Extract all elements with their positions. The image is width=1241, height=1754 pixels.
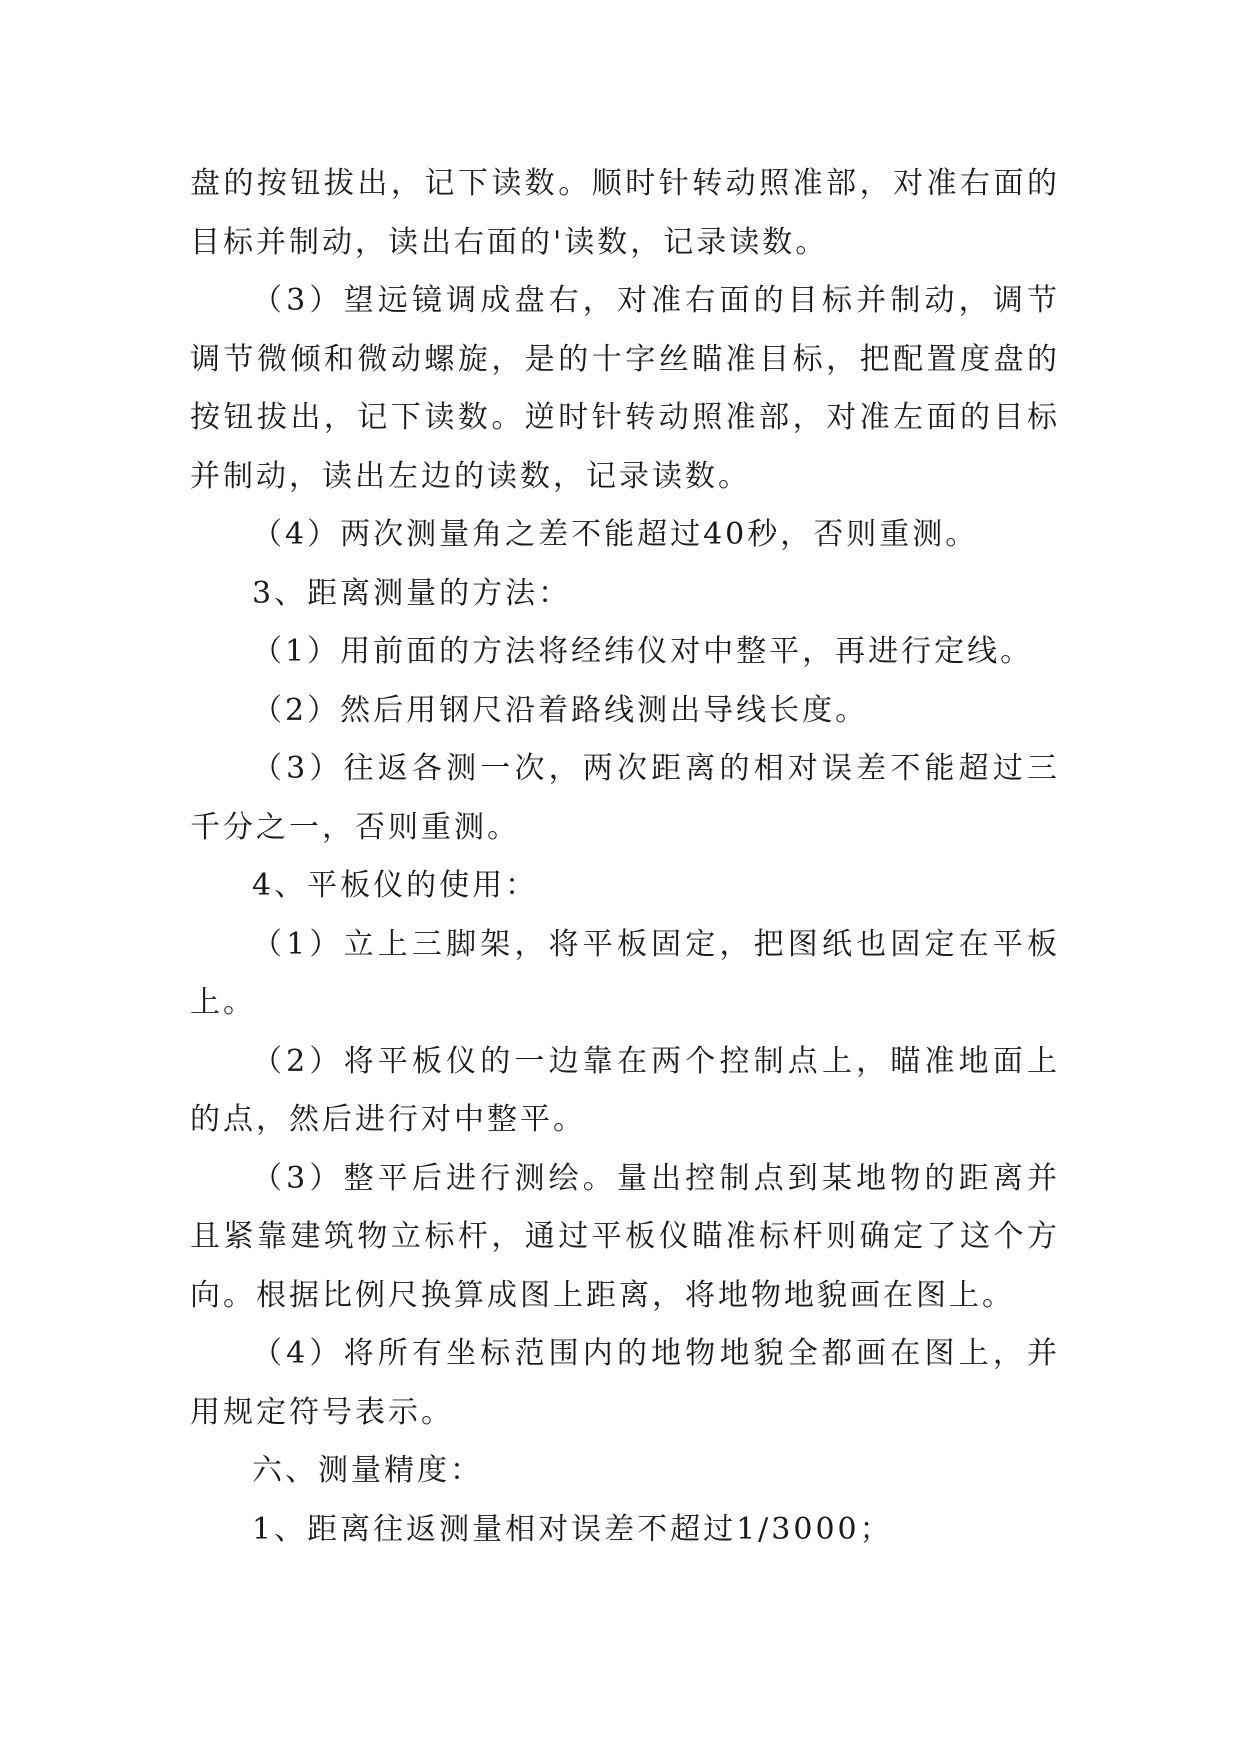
paragraph: 盘的按钮拔出，记下读数。顺时针转动照准部，对准右面的目标并制动，读出右面的'读数，记录读数。 (190, 166, 1060, 260)
section-heading: 4、平板仪的使用： (252, 868, 539, 903)
section-heading: 3、距离测量的方法： (252, 575, 572, 611)
paragraph: （4）将所有坐标范围内的地物地貌全都画在图上，并用规定符号表示。 (190, 1336, 1060, 1430)
section-heading: 六、测量精度： (252, 1453, 483, 1488)
paragraph: （3）往返各测一次，两次距离的相对误差不能超过三千分之一，否则重测。 (190, 751, 1060, 845)
paragraph: （3）望远镜调成盘右，对准右面的目标并制动，调节调节微倾和微动螺旋，是的十字丝瞄准目标，把配置度盘的按钮拔出，记下读数。逆时针转动照准部，对准左面的目标并制动，读出左边的读数，记录读数。 (190, 283, 1060, 494)
document-body (190, 155, 1060, 1559)
paragraph: （2）将平板仪的一边靠在两个控制点上，瞄准地面上的点，然后进行对中整平。 (190, 1043, 1060, 1137)
paragraph: （4）两次测量角之差不能超过40秒，否则重测。 (252, 517, 979, 552)
paragraph: （1）用前面的方法将经纬仪对中整平，再进行定线。 (252, 634, 1034, 669)
paragraph: （1）立上三脚架，将平板固定，把图纸也固定在平板上。 (190, 926, 1060, 1020)
paragraph: （3）整平后进行测绘。量出控制点到某地物的距离并且紧靠建筑物立标杆，通过平板仪瞄准标杆则确定了这个方向。根据比例尺换算成图上距离，将地物地貌画在图上。 (190, 1160, 1060, 1313)
paragraph: （2）然后用钢尺沿着路线测出导线长度。 (252, 692, 869, 728)
paragraph: 1、距离往返测量相对误差不超过1/3000； (252, 1511, 893, 1547)
